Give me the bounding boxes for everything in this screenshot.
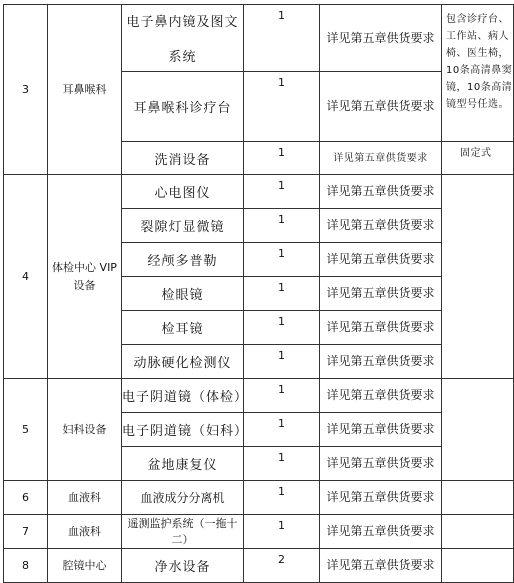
department-cell: 血液科 <box>48 481 122 515</box>
quantity-cell: 1 <box>244 72 320 142</box>
department-cell: 体检中心 VIP 设备 <box>48 175 122 379</box>
equipment-name: 洗消设备 <box>122 142 244 175</box>
equipment-name: 裂隙灯显微镜 <box>122 209 244 243</box>
table-row <box>4 379 514 413</box>
remark-cell <box>442 549 514 583</box>
equipment-name <box>122 5 244 72</box>
remark-cell: 包含诊疗台、工作站、病人椅、医生椅，10条高清鼻窦镜，10条高清镜型号任选。 <box>442 5 514 142</box>
remark-cell: 固定式 <box>442 142 514 175</box>
row-number: 7 <box>4 515 48 549</box>
remark-cell <box>442 379 514 481</box>
equipment-name: 检眼镜 <box>122 277 244 311</box>
requirement-cell: 详见第五章供货要求 <box>320 413 442 447</box>
quantity-cell: 1 <box>244 243 320 277</box>
equipment-name: 心电图仪 <box>122 175 244 209</box>
quantity-cell: 1 <box>244 311 320 345</box>
requirement-cell: 详见第五章供货要求 <box>320 5 442 72</box>
table-row <box>4 515 514 549</box>
requirement-cell: 详见第五章供货要求 <box>320 277 442 311</box>
requirement-cell: 详见第五章供货要求 <box>320 549 442 583</box>
quantity-cell: 1 <box>244 5 320 72</box>
requirement-cell: 详见第五章供货要求 <box>320 345 442 379</box>
quantity-cell: 1 <box>244 515 320 549</box>
table-row <box>4 549 514 583</box>
row-number: 4 <box>4 175 48 379</box>
requirement-cell: 详见第五章供货要求 <box>320 515 442 549</box>
department-cell: 耳鼻喉科 <box>48 5 122 175</box>
department-cell: 腔镜中心 <box>48 549 122 583</box>
quantity-cell: 1 <box>244 413 320 447</box>
quantity-cell: 1 <box>244 379 320 413</box>
row-number: 8 <box>4 549 48 583</box>
requirement-cell: 详见第五章供货要求 <box>320 72 442 142</box>
equipment-name: 净水设备 <box>122 549 244 583</box>
row-number: 3 <box>4 5 48 175</box>
equipment-name: 耳鼻喉科诊疗台 <box>122 72 244 142</box>
department-cell: 妇科设备 <box>48 379 122 481</box>
equipment-name-line2: 系统 <box>168 50 197 65</box>
equipment-name: 盆地康复仪 <box>122 447 244 481</box>
remark-cell <box>442 175 514 379</box>
quantity-cell: 2 <box>244 549 320 583</box>
quantity-cell: 1 <box>244 277 320 311</box>
quantity-cell: 1 <box>244 175 320 209</box>
table-row <box>4 5 514 72</box>
requirement-cell: 详见第五章供货要求 <box>320 175 442 209</box>
table-row <box>4 175 514 209</box>
quantity-cell: 1 <box>244 142 320 175</box>
requirement-cell: 详见第五章供货要求 <box>320 243 442 277</box>
equipment-name: 血液成分分离机 <box>122 481 244 515</box>
row-number: 6 <box>4 481 48 515</box>
equipment-name: 动脉硬化检测仪 <box>122 345 244 379</box>
quantity-cell: 1 <box>244 447 320 481</box>
quantity-cell: 1 <box>244 481 320 515</box>
requirement-cell: 详见第五章供货要求 <box>320 379 442 413</box>
equipment-name: 遥测监护系统（一拖十二） <box>122 515 244 549</box>
equipment-name: 电子阴道镜（体检） <box>122 379 244 413</box>
equipment-name: 检耳镜 <box>122 311 244 345</box>
row-number: 5 <box>4 379 48 481</box>
department-cell: 血液科 <box>48 515 122 549</box>
equipment-name: 经颅多普勒 <box>122 243 244 277</box>
requirement-cell: 详见第五章供货要求 <box>320 311 442 345</box>
quantity-cell: 1 <box>244 345 320 379</box>
requirement-cell: 详见第五章供货要求 <box>320 447 442 481</box>
equipment-name-line1: 电子鼻内镜及图文 <box>126 15 239 30</box>
requirement-cell: 详见第五章供货要求 <box>320 209 442 243</box>
remark-cell <box>442 481 514 515</box>
remark-cell <box>442 515 514 549</box>
quantity-cell: 1 <box>244 209 320 243</box>
table-row <box>4 481 514 515</box>
equipment-name: 电子阴道镜（妇科） <box>122 413 244 447</box>
requirement-cell: 详见第五章供货要求 <box>320 481 442 515</box>
requirement-cell: 详见第五章供货要求 <box>320 142 442 175</box>
equipment-table <box>3 4 514 583</box>
